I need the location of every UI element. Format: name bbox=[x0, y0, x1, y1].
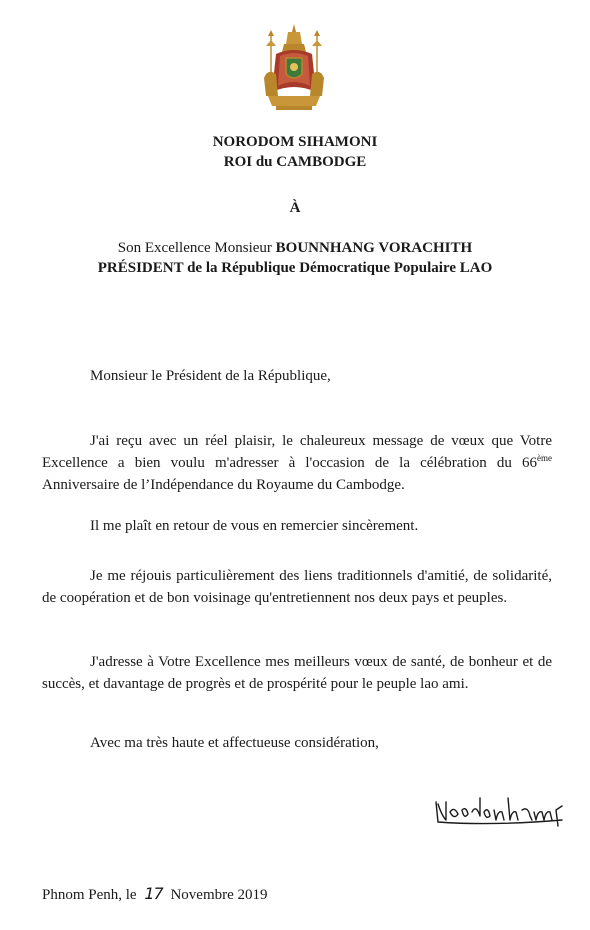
royal-coat-of-arms-icon bbox=[258, 22, 330, 114]
paragraph-3: Je me réjouis particulièrement des liens traditionnels d'amitié, de solidarité, de coopération et de bon voisinage qu'entretiennent nos deux pays et peuples. bbox=[42, 568, 552, 606]
paragraph-1 bbox=[42, 430, 552, 496]
paragraph-4: J'adresse à Votre Excellence mes meilleurs vœux de santé, de bonheur et de succès, et davantage de progrès et de prospérité pour le peuple lao ami. bbox=[42, 654, 552, 692]
recipient-block bbox=[0, 238, 590, 278]
addressee-marker: À bbox=[289, 200, 301, 216]
sender-title: ROI du CAMBODGE bbox=[223, 154, 367, 170]
recipient-title-rest: de la République Démocratique Populaire LAO bbox=[183, 260, 493, 276]
paragraph-1-text: J'ai reçu avec un réel plaisir, le chaleureux message de vœux que Votre Excellence a bien voulu m'adresser à l'occasion de la célébration du 66 bbox=[42, 433, 552, 471]
closing-formula: Avec ma très haute et affectueuse considération, bbox=[90, 735, 379, 751]
recipient-title-line bbox=[0, 258, 590, 278]
salutation: Monsieur le Président de la République, bbox=[90, 368, 331, 384]
date-place: Phnom Penh, le bbox=[42, 887, 137, 903]
recipient-name-line bbox=[0, 238, 590, 258]
paragraph-2: Il me plaît en retour de vous en remercier sincèrement. bbox=[90, 518, 419, 534]
recipient-prefix: Son Excellence Monsieur bbox=[117, 240, 276, 256]
recipient-name: BOUNNHANG VORACHITH bbox=[275, 240, 473, 256]
sender-block bbox=[0, 132, 590, 172]
paragraph-1-text-end: Anniversaire de l’Indépendance du Royaume du Cambodge. bbox=[42, 477, 405, 493]
handwritten-signature-icon bbox=[432, 790, 568, 830]
sender-name: NORODOM SIHAMONI bbox=[212, 134, 378, 150]
recipient-title-bold: PRÉSIDENT bbox=[97, 260, 184, 276]
date-line bbox=[42, 884, 268, 904]
date-month-year: Novembre 2019 bbox=[170, 887, 268, 903]
ordinal-superscript: ème bbox=[537, 453, 552, 463]
date-day: 17 bbox=[144, 884, 163, 903]
